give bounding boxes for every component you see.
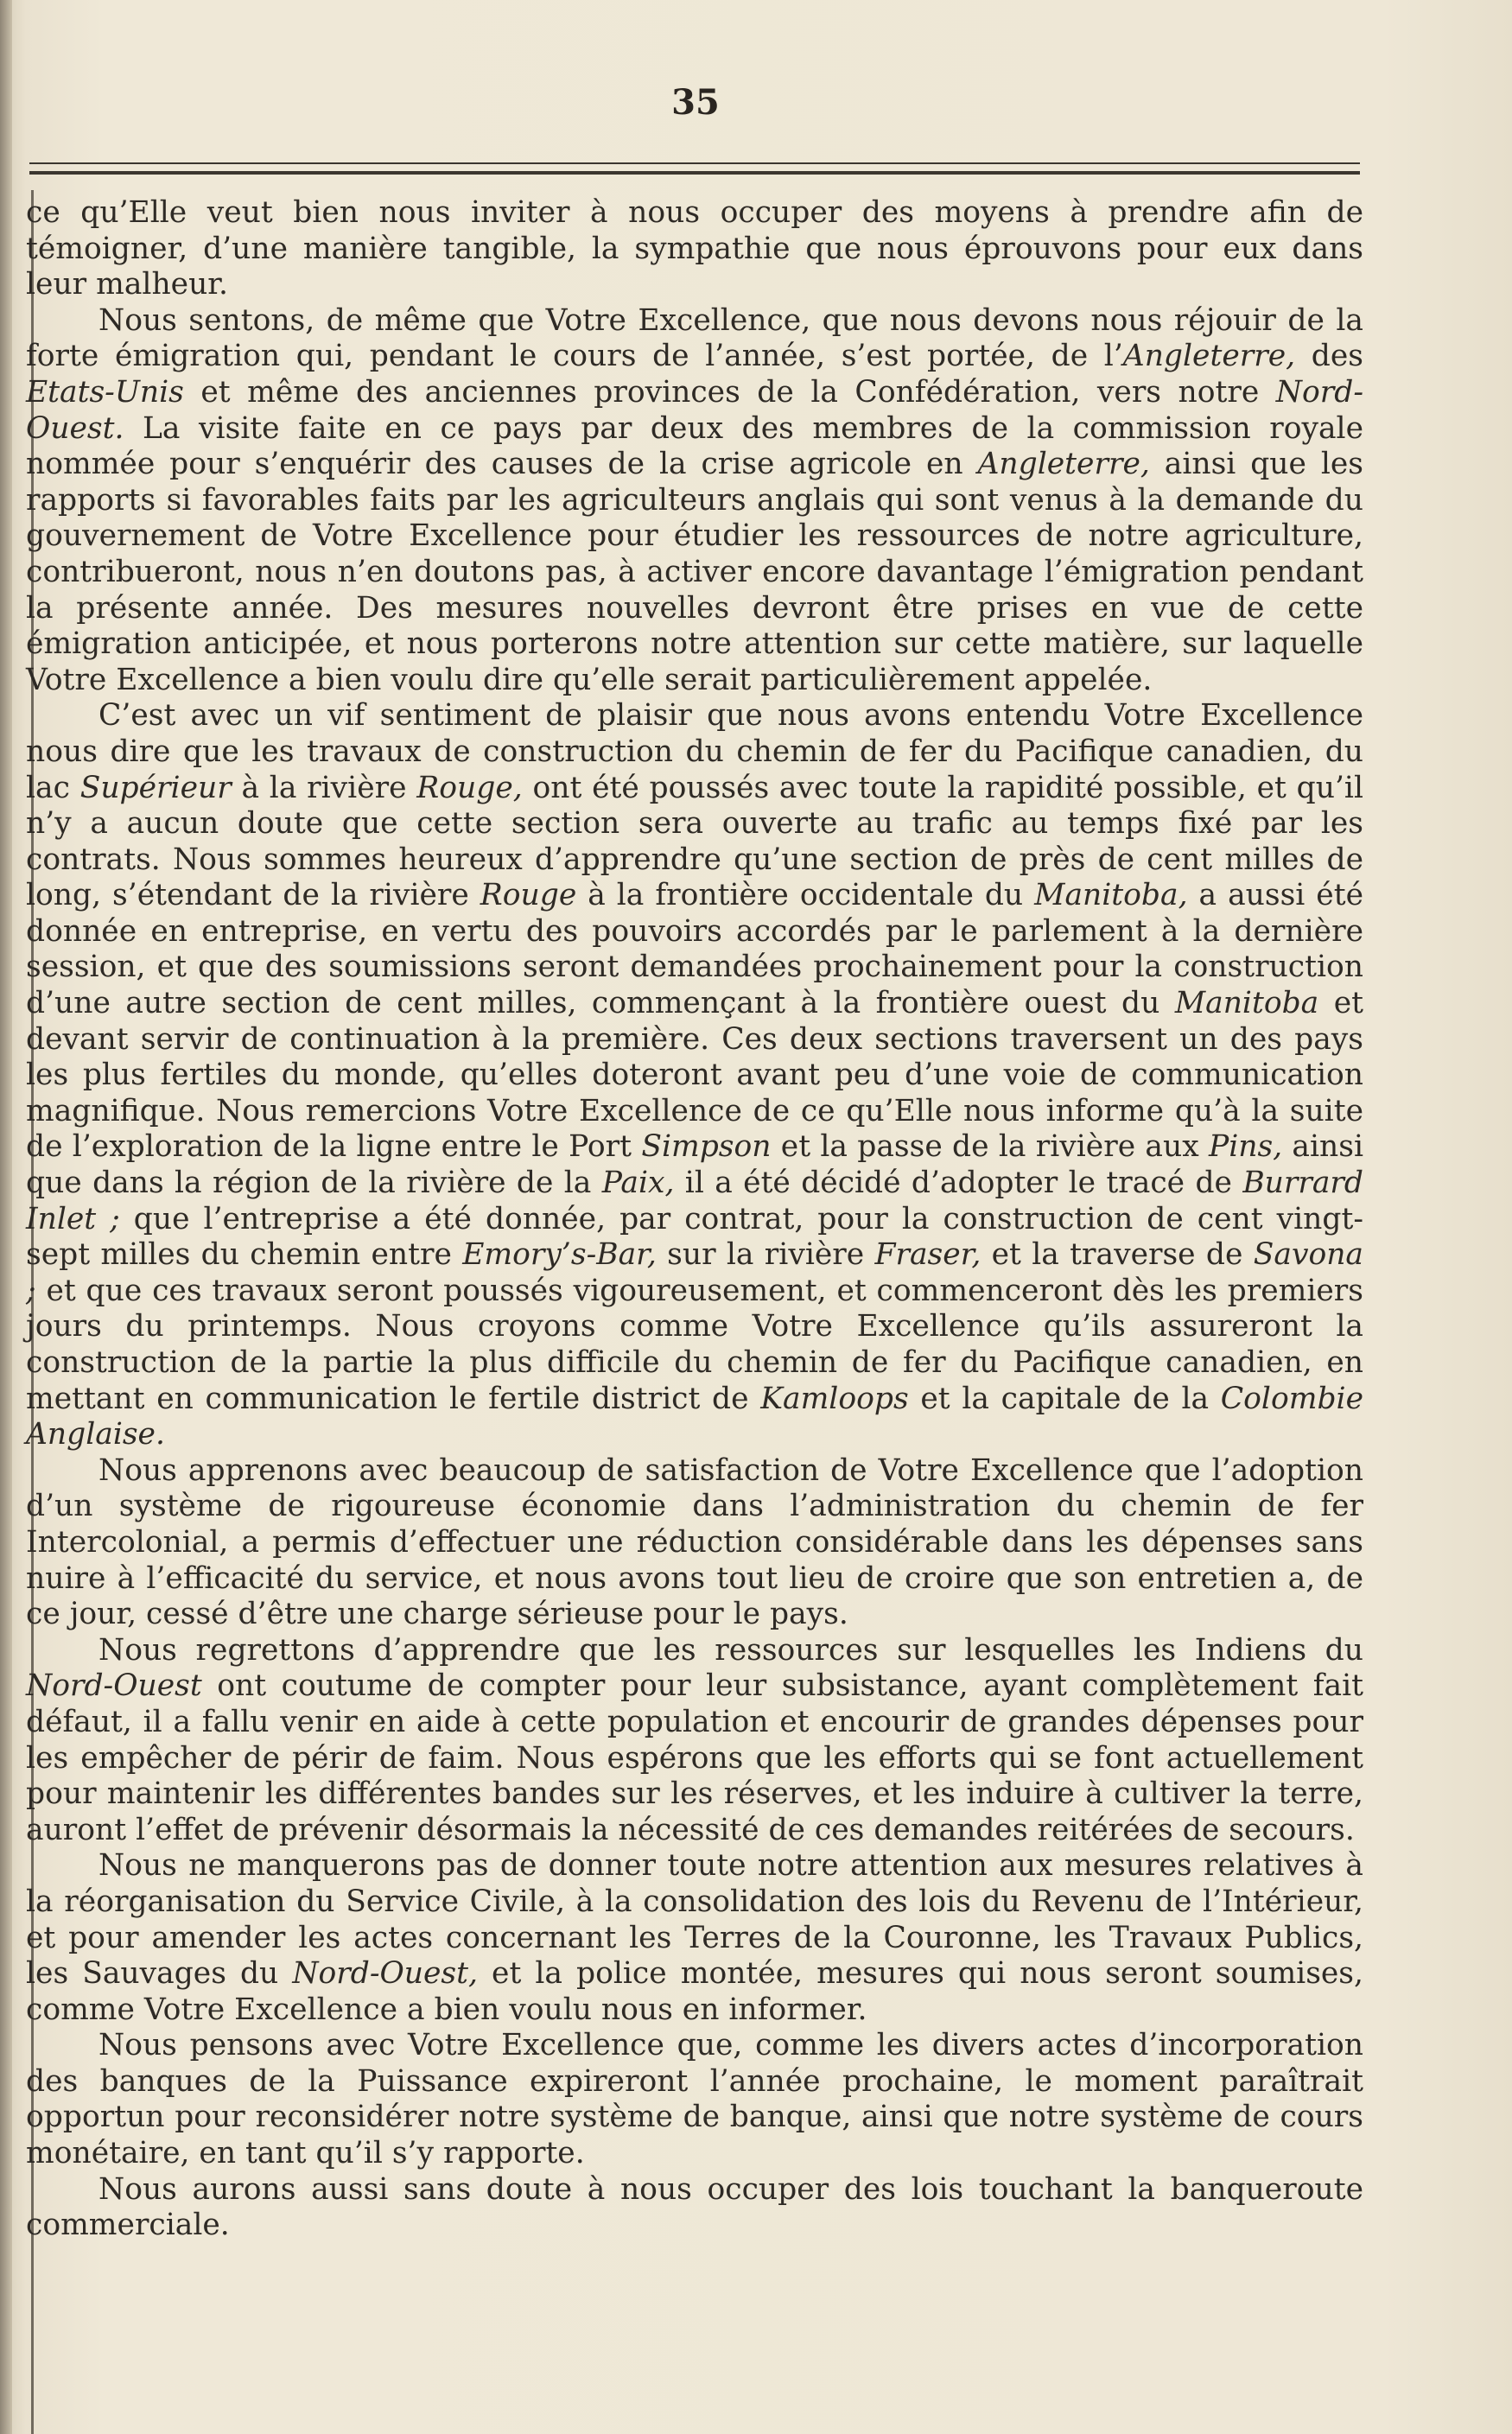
header-rule-thick	[29, 171, 1360, 175]
text-run: a aussi été donnée en entreprise, en vertu des pouvoirs accordés par le parlement à la dernière session, et que des soumissions seront demandées prochainement pour la construction d’une autre section de cent milles, commençant à la frontière ouest du	[26, 878, 1363, 1021]
text-run: il a été décidé d’adopter le tracé de	[674, 1166, 1243, 1201]
italic-run: Nord-Ouest	[26, 1668, 202, 1704]
text-run: et que ces travaux seront poussés vigoureusement, et commenceront dès les premiers jours du printemps. Nous croyons comme Votre Excellence qu’ils assureront la construction de la partie la plus difficile du chemin de fer du Pacifique canadien, en mettant en communication le fertile district de	[26, 1273, 1363, 1416]
text-run: ce qu’Elle veut bien nous inviter à nous occuper des moyens à prendre afin de témoigner, d’une manière tangible, la sympathie que nous éprouvons pour eux dans leur malheur.	[26, 195, 1363, 302]
italic-run: Nord-Ouest.	[26, 374, 1363, 446]
text-run: des	[1295, 339, 1363, 374]
text-run: et la passe de la rivière aux	[771, 1129, 1209, 1165]
text-run: à la rivière	[231, 770, 417, 805]
paragraph	[26, 1453, 1363, 1633]
text-run: Nous aurons aussi sans doute à nous occuper des lois touchant la banqueroute commerciale.	[26, 2171, 1363, 2243]
text-run: Nous regrettons d’apprendre que les ressources sur lesquelles les Indiens du	[98, 1632, 1363, 1668]
paragraph	[26, 2172, 1363, 2244]
italic-run: Angleterre,	[1122, 339, 1296, 374]
italic-run: Pins,	[1208, 1129, 1283, 1165]
text-run: ainsi que les rapports si favorables faits par les agriculteurs anglais qui sont venus à la demande du gouvernement de Votre Excellence pour étudier les ressources de notre agriculture, contribueront, nous n’en doutons pas, à activer encore davantage l’émigration pendant la présente année. Des mesures nouvelles devront être prises en vue de cette émigration anticipée, et nous porterons notre attention sur cette matière, sur laquelle Votre Excellence a bien voulu dire qu’elle serait particulièrement appelée.	[26, 447, 1364, 697]
italic-run: Nord-Ouest,	[292, 1956, 478, 1992]
text-run: ont coutume de compter pour leur subsistance, ayant complètement fait défaut, il a fallu venir en aide à cette population et encourir de grandes dépenses pour les empêcher de périr de faim. Nous espérons que les efforts qui se font actuellement pour maintenir les différentes bandes sur les réserves, et les induire à cultiver la terre, auront l’effet de prévenir désormais la nécessité de ces demandes reitérées de secours.	[26, 1668, 1363, 1847]
binding-edge	[0, 0, 12, 2434]
paragraph	[26, 1848, 1363, 2028]
text-run: Nous pensons avec Votre Excellence que, comme les divers actes d’incorporation des banques de la Puissance expireront l’année prochaine, le moment paraîtrait opportun pour reconsidérer notre système de banque, ainsi que notre système de cours monétaire, en tant qu’il s’y rapporte.	[26, 2028, 1363, 2171]
text-run: à la frontière occidentale du	[576, 878, 1035, 913]
text-run: Nous ne manquerons pas de donner toute notre attention aux mesures relatives à la réorganisation du Service Civile, à la consolidation des lois du Revenu de l’Intérieur, et pour amender les actes concernant les Terres de la Couronne, les Travaux Publics, les Sauvages du	[26, 1848, 1363, 1992]
text-run: et la capitale de la	[908, 1381, 1221, 1416]
text-run: et même des anciennes provinces de la Confédération, vers notre	[183, 374, 1276, 410]
text-run: C’est avec un vif sentiment de plaisir que nous avons entendu Votre Excellence nous dire que les travaux de construction du chemin de fer du Pacifique canadien, du lac	[26, 698, 1363, 805]
italic-run: Etats-Unis	[26, 374, 184, 410]
paragraph	[26, 303, 1363, 699]
text-run: sur la rivière	[656, 1237, 875, 1273]
paragraph	[26, 195, 1363, 303]
italic-run: Rouge	[480, 878, 577, 913]
text-run: et la traverse de	[981, 1237, 1254, 1273]
italic-run: Colombie Anglaise.	[26, 1381, 1363, 1452]
body-text	[26, 195, 1363, 2244]
text-run: que l’entreprise a été donnée, par contrat, pour la construction de cent vingt-sept milles du chemin entre	[26, 1201, 1363, 1273]
text-run: ainsi que dans la région de la rivière de la	[26, 1129, 1363, 1201]
italic-run: Savona ;	[26, 1237, 1364, 1308]
italic-run: Emory’s-Bar,	[462, 1237, 657, 1273]
paragraph	[26, 2028, 1363, 2171]
italic-run: Paix,	[601, 1166, 675, 1201]
italic-run: Rouge,	[416, 770, 523, 805]
italic-run: Burrard Inlet ;	[26, 1166, 1364, 1236]
italic-run: Supérieur	[79, 770, 232, 805]
text-run: Nous sentons, de même que Votre Excellence, que nous devons nous réjouir de la forte émigration qui, pendant le cours de l’année, s’est portée, de l’	[26, 302, 1363, 374]
text-run: et la police montée, mesures qui nous seront soumises, comme Votre Excellence a bien voulu nous en informer.	[26, 1956, 1363, 2027]
header-rule-thin	[29, 162, 1360, 164]
text-run: ont été poussés avec toute la rapidité possible, et qu’il n’y a aucun doute que cette section sera ouverte au trafic au temps fixé par les contrats. Nous sommes heureux d’apprendre qu’une section de près de cent milles de long, s’étendant de la rivière	[26, 770, 1363, 913]
italic-run: Angleterre,	[977, 447, 1150, 482]
paragraph	[26, 1633, 1363, 1849]
text-run: La visite faite en ce pays par deux des membres de la commission royale nommée pour s’enquérir des causes de la crise agricole en	[26, 410, 1363, 482]
text-run: et devant servir de continuation à la première. Ces deux sections traversent un des pays les plus fertiles du monde, qu’elles doteront avant peu d’une voie de communication magnifique. Nous remercions Votre Excellence de ce qu’Elle nous informe qu’à la suite de l’exploration de la ligne entre le Port	[26, 986, 1364, 1165]
text-run: Nous apprenons avec beaucoup de satisfaction de Votre Excellence que l’adoption d’un système de rigoureuse économie dans l’administration du chemin de fer Intercolonial, a permis d’effectuer une réduction considérable dans les dépenses sans nuire à l’efficacité du service, et nous avons tout lieu de croire que son entretien a, de ce jour, cessé d’être une charge sérieuse pour le pays.	[26, 1452, 1363, 1632]
italic-run: Fraser,	[874, 1237, 982, 1273]
page-number: 35	[671, 82, 720, 123]
italic-run: Kamloops	[760, 1381, 909, 1416]
italic-run: Manitoba,	[1034, 878, 1188, 913]
italic-run: Simpson	[641, 1129, 772, 1165]
paragraph	[26, 698, 1363, 1452]
italic-run: Manitoba	[1174, 986, 1319, 1021]
